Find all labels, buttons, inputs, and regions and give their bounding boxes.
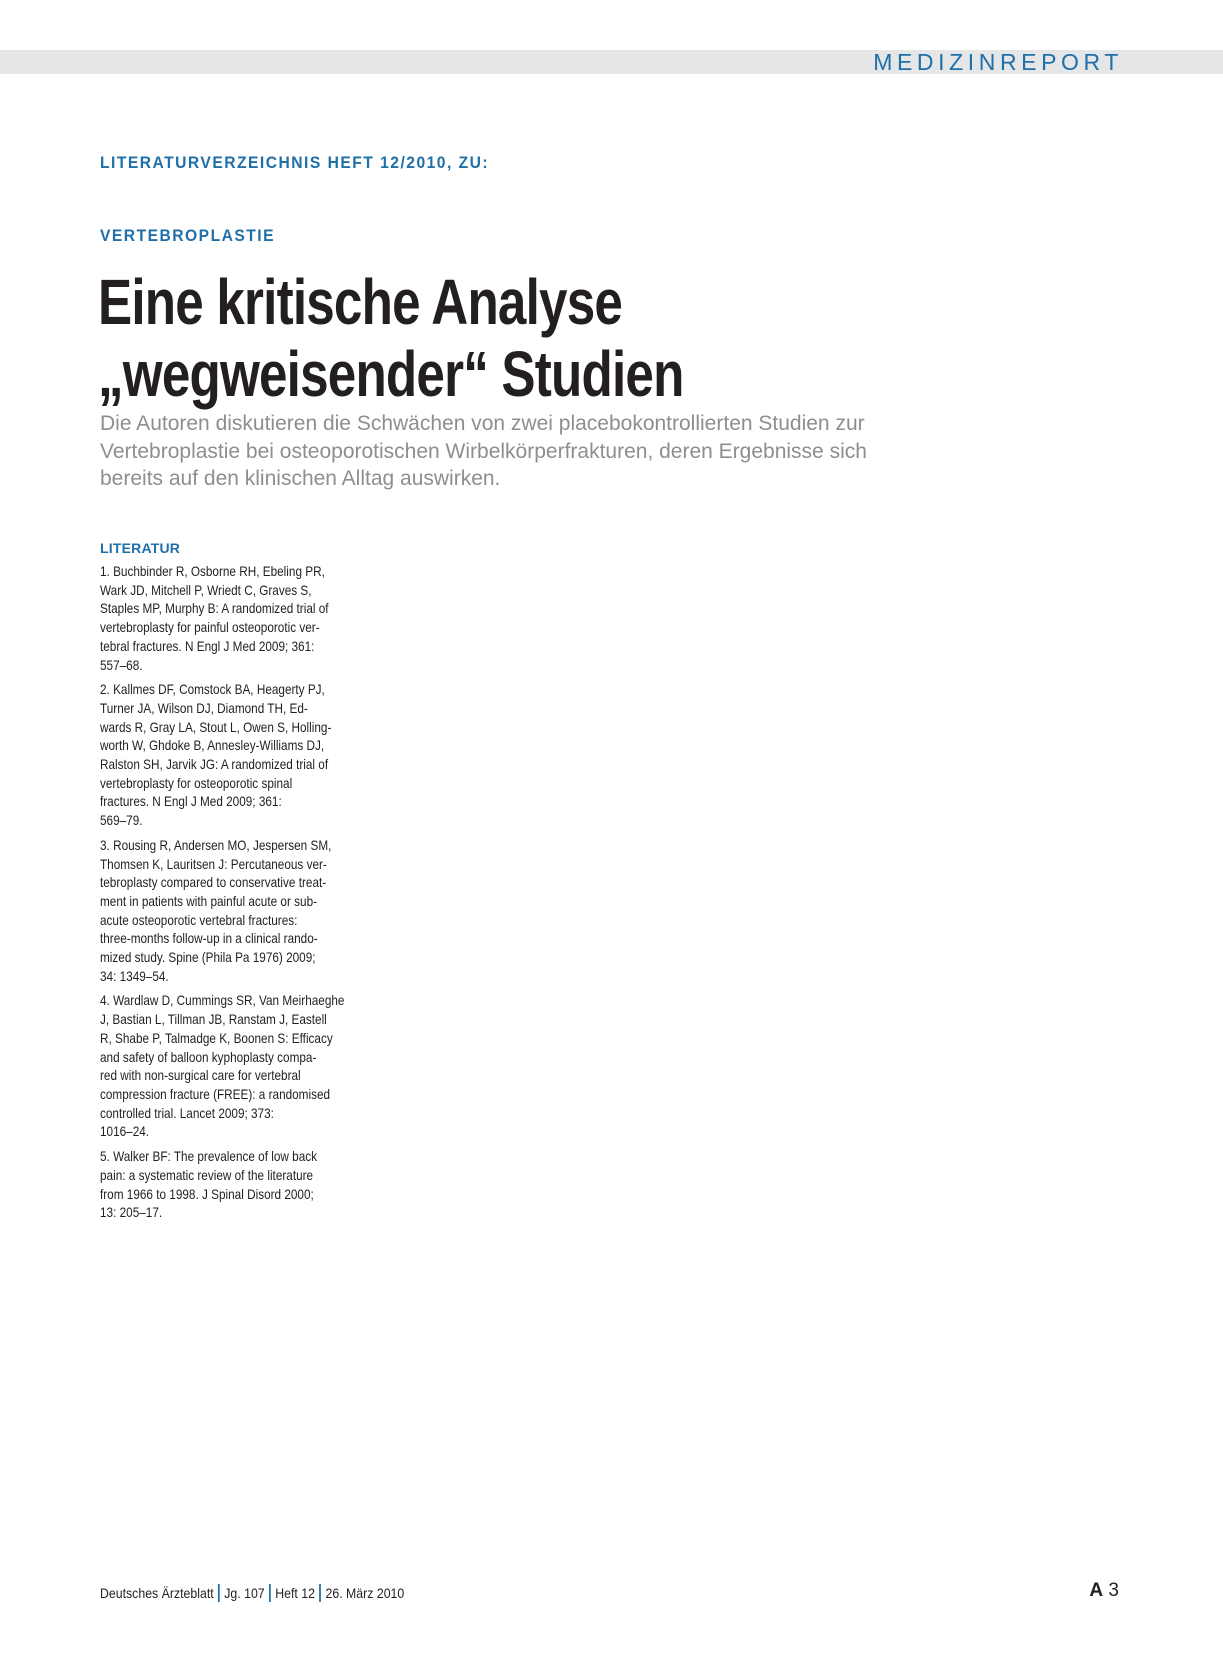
reference-line: wards R, Gray LA, Stout L, Owen S, Holling- — [100, 718, 332, 735]
footer-volume: Jg. 107 — [224, 1585, 265, 1601]
references-title: LITERATUR — [100, 540, 181, 556]
reference-line: 3. Rousing R, Andersen MO, Jespersen SM, — [100, 836, 332, 853]
reference-line: vertebroplasty for osteoporotic spinal — [100, 774, 293, 791]
reference-line: Thomsen K, Lauritsen J: Percutaneous ver- — [100, 855, 327, 872]
reference-line: 34: 1349–54. — [100, 967, 169, 984]
reference-line: tebral fractures. N Engl J Med 2009; 361: — [100, 637, 315, 654]
headline-line-2: „wegweisender“ Studien — [98, 338, 684, 410]
reference-line: Staples MP, Murphy B: A randomized trial of — [100, 600, 329, 617]
footer — [100, 1584, 404, 1602]
topic-label: VERTEBROPLASTIE — [100, 226, 276, 245]
footer-separator — [269, 1584, 271, 1602]
reference-line: mized study. Spine (Phila Pa 1976) 2009; — [100, 949, 316, 966]
reference-line: worth W, Ghdoke B, Annesley-Williams DJ, — [100, 737, 325, 754]
reference-line: fractures. N Engl J Med 2009; 361: — [100, 793, 282, 810]
footer-date: 26. März 2010 — [325, 1585, 405, 1601]
section-label: MEDIZINREPORT — [873, 49, 1123, 75]
lead-paragraph — [100, 410, 960, 493]
reference-line: acute osteoporotic vertebral fractures: — [100, 911, 298, 928]
reference-line: 5. Walker BF: The prevalence of low back — [100, 1148, 318, 1165]
reference-item — [100, 1147, 386, 1222]
lead-line-3: bereits auf den klinischen Alltag auswirken. — [100, 467, 501, 490]
reference-item — [100, 991, 386, 1141]
reference-line: controlled trial. Lancet 2009; 373: — [100, 1104, 274, 1121]
headline — [98, 266, 684, 410]
footer-separator — [218, 1584, 220, 1602]
reference-item — [100, 836, 386, 986]
reference-line: Wark JD, Mitchell P, Wriedt C, Graves S, — [100, 581, 312, 598]
reference-item — [100, 562, 386, 674]
footer-issue: Heft 12 — [275, 1585, 315, 1601]
reference-line: compression fracture (FREE): a randomised — [100, 1085, 331, 1102]
lead-line-1: Die Autoren diskutieren die Schwächen von zwei placebokontrollierten Studien zur — [100, 412, 865, 435]
page-letter: A — [1089, 1580, 1104, 1601]
reference-line: tebroplasty compared to conservative treat- — [100, 874, 327, 891]
reference-line: 1. Buchbinder R, Osborne RH, Ebeling PR, — [100, 563, 325, 579]
footer-journal: Deutsches Ärzteblatt — [100, 1585, 214, 1601]
reference-line: R, Shabe P, Talmadge K, Boonen S: Efficacy — [100, 1029, 333, 1046]
reference-line: from 1966 to 1998. J Spinal Disord 2000; — [100, 1185, 314, 1202]
page-number — [1089, 1580, 1119, 1602]
reference-line: 1016–24. — [100, 1123, 150, 1140]
reference-item — [100, 680, 386, 830]
references-list — [100, 562, 386, 1228]
reference-line: vertebroplasty for painful osteoporotic ver- — [100, 619, 320, 636]
reference-line: and safety of balloon kyphoplasty compa- — [100, 1048, 317, 1065]
reference-line: J, Bastian L, Tillman JB, Ranstam J, Eastell — [100, 1011, 327, 1028]
kicker: LITERATURVERZEICHNIS HEFT 12/2010, ZU: — [100, 153, 490, 172]
reference-line: Turner JA, Wilson DJ, Diamond TH, Ed- — [100, 699, 308, 716]
reference-line: three-months follow-up in a clinical rando- — [100, 930, 318, 947]
footer-separator — [319, 1584, 321, 1602]
page-number-value: 3 — [1108, 1580, 1119, 1601]
reference-line: 569–79. — [100, 812, 143, 829]
reference-line: pain: a systematic review of the literature — [100, 1166, 314, 1183]
lead-line-2: Vertebroplastie bei osteoporotischen Wirbelkörperfrakturen, deren Ergebnisse sich — [100, 439, 867, 463]
reference-line: 4. Wardlaw D, Cummings SR, Van Meirhaeghe — [100, 992, 345, 1009]
reference-line: red with non-surgical care for vertebral — [100, 1067, 301, 1084]
headline-line-1: Eine kritische Analyse — [98, 266, 623, 338]
reference-line: 2. Kallmes DF, Comstock BA, Heagerty PJ, — [100, 681, 325, 698]
reference-line: Ralston SH, Jarvik JG: A randomized trial of — [100, 756, 329, 773]
reference-line: 557–68. — [100, 656, 143, 673]
reference-line: ment in patients with painful acute or sub- — [100, 892, 318, 909]
reference-line: 13: 205–17. — [100, 1204, 163, 1221]
